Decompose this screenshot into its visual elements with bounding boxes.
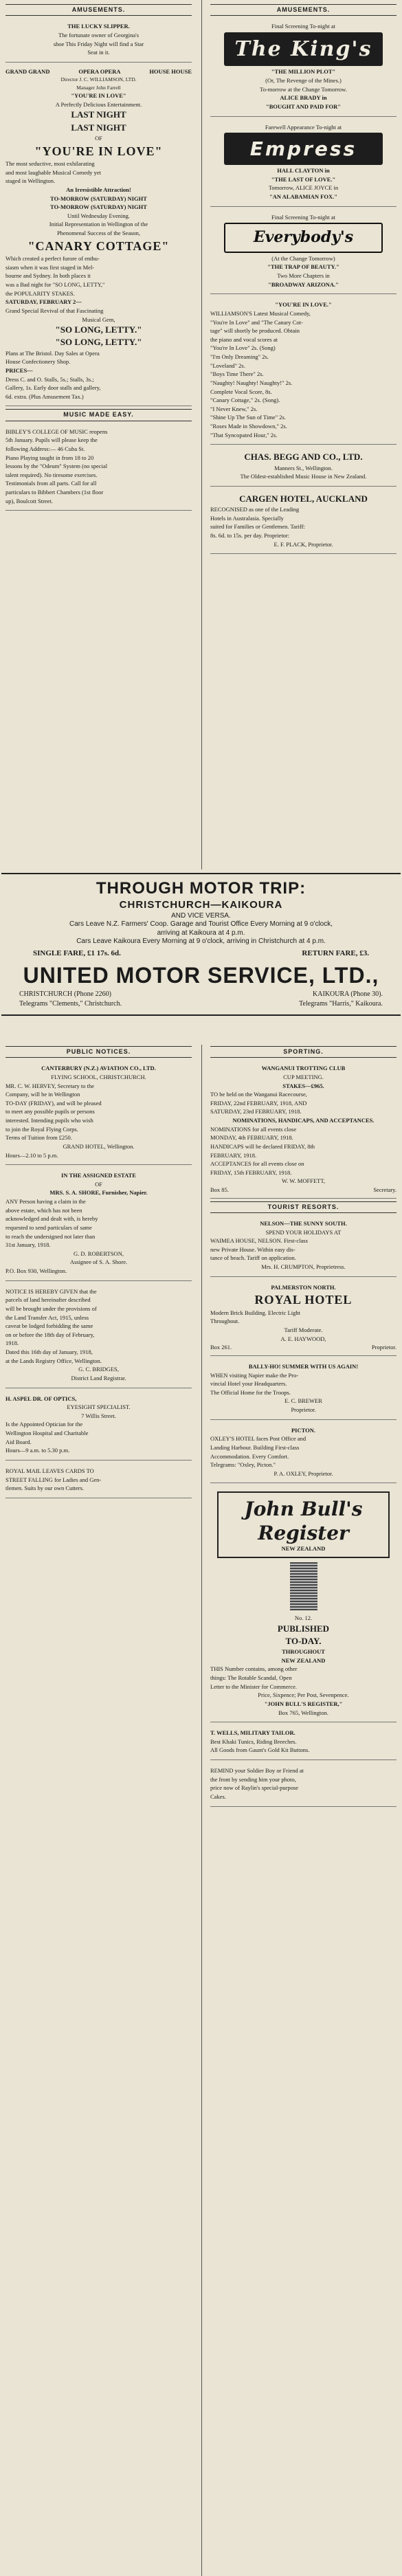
opera-manager: Manager John Farrell [76,84,121,91]
music-line: up), Boulcott Street. [5,497,53,504]
music-header: MUSIC MADE EASY. [5,409,192,421]
last-night-1: LAST NIGHT [71,109,126,120]
land-line: at the Lands Registry Office, Wellington. [5,1357,102,1364]
parcel-ad [210,1763,397,1807]
land-line: parcels of land hereinafter described [5,1296,91,1304]
opera-house-ad [5,65,192,407]
kings-final: Final Screening To-night at [271,23,335,30]
trotting-box: Box 85. [210,1186,229,1193]
estate-header: IN THE ASSIGNED ESTATE [61,1172,136,1179]
begg-address: Manners St., Wellington. [274,464,333,471]
amusements-header-right: AMUSEMENTS. [210,4,397,16]
register-nz-2: NEW ZEALAND [281,1656,326,1664]
register-line: THIS Number contains, among other [210,1665,298,1673]
youre-desc: A Perfectly Delicious Entertainment. [55,100,142,108]
register-line: things: The Rotable Scandal, Open [210,1674,292,1681]
opera-house-banner [5,68,192,76]
palmerston-line: Modern Brick Building. Electric Light [210,1309,301,1316]
lower-right-column [206,1045,401,1810]
optic-line: Aid Board. [5,1438,32,1445]
cargen-line: Hotels in Australasia. Specially [210,514,284,522]
bally-line: WHEN visiting Napier make the Pro- [210,1371,299,1379]
motor-leave-2: arriving at Kaikoura at 4 p.m. [157,929,245,937]
land-sig: G. C. BRIDGES, [78,1366,119,1373]
motor-fares [33,949,369,959]
kings-tomorrow: To-morrow at the Change Tomorrow. [260,85,347,93]
motor-company: UNITED MOTOR SERVICE, LTD., [23,962,379,988]
canary-body: Which created a perfect furore of enthu- [5,255,100,263]
saturday-revival-2: Musical Gem, [82,315,115,323]
trotting-footer [210,1186,397,1194]
aviation-line: to meet any possible pupils or persons [5,1108,95,1115]
amusements-header: AMUSEMENTS. [5,4,192,16]
youre-body: staged in Wellington. [5,177,56,185]
register-name: John Bull's Register [244,1498,363,1545]
music-line: BIBLEY'S COLLEGE OF MUSIC reopens [5,428,108,435]
prices-line: Gallery, 1s. Early door stalls and gallery, [5,384,101,392]
scores-line: WILLIAMSON'S Latest Musical Comedy, [210,309,311,317]
music-line: Piano Playing taught in from 18 to 20 [5,454,94,461]
bally-title: BALLY-HO! SUMMER WITH US AGAIN! [248,1362,359,1370]
aviation-line: Terms of Tuition from £250. [5,1134,72,1142]
trotting-title: WANGANUI TROTTING CLUB [261,1065,346,1072]
aviation-ad [5,1061,192,1165]
sporting-header: SPORTING. [210,1046,397,1058]
public-notices-header: PUBLIC NOTICES. [5,1046,192,1058]
kings-bill: "THE MILLION PLOT" [271,68,336,76]
bally-ho-ad [210,1359,397,1420]
land-notice [5,1284,192,1388]
royal-line: STREET FALLING for Ladies and Gen- [5,1476,102,1483]
empress-final: Farewell Appearance To-night at [265,123,342,131]
optic-line: Hours—9 a.m. to 5.30 p.m. [5,1447,70,1454]
youre-body: and most laughable Musical Comedy yet [5,168,102,176]
tailor-line: All Goods from Gaunt's Gold Kit Buttons. [210,1746,310,1754]
cargen-line: suited for Families or Gentlemen. Tariff: [210,523,305,531]
nelson-title: NELSON—THE SUNNY SOUTH. [260,1219,347,1227]
empress-theatre-ad [210,120,397,207]
canary-init: Initial Representation in Wellington of the [49,221,148,228]
everybody-final: Final Screening To-night at [271,213,335,221]
music-ad [5,424,192,511]
opera-opera: OPERA OPERA [78,67,121,75]
estate-line: 31st January, 1918. [5,1241,51,1249]
cargen-line: RECOGNISED as one of the Leading [210,506,300,513]
optic-addr: 7 Willis Street. [81,1412,116,1419]
trotting-cup: CUP MEETING. [283,1073,324,1080]
picton-ad [210,1423,397,1484]
parcel-line: price now of Raylin's special-purpose [210,1784,299,1792]
land-line: Dated this 16th day of January, 1918, [5,1348,93,1355]
royal-mail-ad [5,1463,192,1498]
everybody-tomorrow: Two More Chapters in [277,272,330,279]
land-sig-2: District Land Registrar. [71,1374,126,1381]
kings-sub: (Or, The Revenge of the Mines.) [265,77,342,84]
everybodys-theatre-ad [210,210,397,295]
estate-line: to reach the undersigned not later than [5,1232,96,1240]
register-masthead [217,1491,390,1558]
tailor-ad [210,1725,397,1760]
left-column [1,0,196,516]
opera-grand: GRAND GRAND [5,67,50,75]
trotting-line: SATURDAY, 23rd FEBRUARY, 1918. [210,1108,302,1115]
prices-line: 6d. extra. (Plus Amusement Tax.) [5,392,84,400]
canary-attraction: An Irresistible Attraction! [66,186,131,193]
palmerston-title: PALMERSTON NORTH. [271,1283,336,1291]
estate-name: MRS. S. A. SHORE, Furnisher, Napier. [49,1189,148,1197]
slipper-line: The fortunate owner of Georgina's [58,31,139,38]
optic-line: Is the Appointed Optician for the [5,1421,83,1428]
canary-body: siasm when it was first staged in Mel- [5,263,95,271]
motor-tel-kaikoura: Telegrams "Harris," Kaikoura. [299,1000,383,1008]
song-item: "Loveland" 2s. [210,362,245,369]
motor-chch: CHRISTCHURCH (Phone 2260) [19,990,111,998]
begg-name: CHAS. BEGG AND CO., LTD. [244,452,363,463]
palmerston-line: Throughout. [210,1318,240,1325]
everybody-film: "THE TRAP OF BEAUTY." [267,263,339,271]
music-line: Testimonials from all parts. Call for all [5,480,97,487]
trotting-line: MONDAY, 4th FEBRUARY, 1918. [210,1134,293,1142]
trotting-line: FEBRUARY, 1918. [210,1151,257,1159]
lower-left-column [1,1045,196,1501]
youre-body: The most seductive, most exhilarating [5,160,95,167]
single-fare: SINGLE FARE, £1 17s. 6d. [33,948,121,957]
motor-leave-1: Cars Leave N.Z. Farmers' Coop. Garage and Tourist Office Every Morning at 9 o'clock, [69,920,333,929]
register-no: No. 12. [294,1614,313,1621]
motor-tel-chch: Telegrams "Clements," Christchurch. [19,1000,122,1008]
plans-line: Plans at The Bristol. Day Sales at Opera [5,349,100,357]
picton-line: Telegrams: "Oxley, Picton." [210,1461,276,1469]
estate-sig-2: Assignee of S. A. Shore. [69,1258,128,1266]
estate-line: acknowledged and dealt with, is hereby [5,1215,98,1223]
estate-sig: G. D. ROBERTSON, [74,1250,124,1257]
bally-prop: Proprietor. [291,1406,316,1413]
scores-line: tage" will shortly be produced. Obtain [210,327,300,335]
register-price: Price, Sixpence; Per Post, Sevenpence. [258,1691,349,1699]
palmerston-prop: Proprietor. [371,1344,397,1351]
song-item: Complete Vocal Score, 8s. [210,388,272,395]
song-item: "Roses Made in Showdown," 2s. [210,423,287,430]
land-line: the Land Transfer Act, 1915, unless [5,1313,89,1321]
picton-line: OXLEY'S HOTEL faces Post Office and [210,1435,306,1443]
palmerston-tariff: Tariff Moderate. [284,1326,323,1333]
register-throughout: THROUGHOUT [282,1648,325,1656]
tailor-line: Best Khaki Tunics, Riding Breeches. [210,1737,297,1745]
canary-init-2: Phenomenal Success of the Season, [56,230,141,236]
song-item: "Naughty! Naughty! Naughty!" 2s. [210,379,293,386]
music-line: 5th January. Pupils will please keep the [5,436,98,444]
right-column [206,0,401,559]
palmerston-footer [210,1344,397,1351]
royal-line: ROYAL MAIL LEAVES CARDS TO [5,1467,94,1474]
cargen-prop: E. F. PLACK, Proprietor. [273,540,333,548]
plans-line: House Confectionery Shop. [5,358,71,366]
land-line: on or before the 18th day of February, [5,1331,95,1338]
aviation-line: TO-DAY (FRIDAY), and will be pleased [5,1099,102,1107]
canary-body: bourne and Sydney. In both places it [5,272,91,280]
land-line: 1918. [5,1340,19,1347]
trotting-sec: Secretary. [373,1186,397,1193]
music-line: lessons by the "Odeum" System (no special [5,463,108,470]
parcel-line: the front by sending him your photo, [210,1775,296,1783]
youre-of: OF [95,134,102,142]
trotting-noms-heading: NOMINATIONS, HANDICAPS, AND ACCEPTANCES. [232,1117,375,1124]
land-line: caveat be lodged forbidding the same [5,1322,93,1330]
picton-sig: P. A. OXLEY, Proprietor. [273,1469,333,1477]
aviation-title: CANTERBURY (N.Z.) AVIATION CO., LTD. [41,1065,156,1072]
bally-sig: E. C. BREWER [284,1397,322,1405]
optician-ad [5,1391,192,1461]
aviation-line: Company, will be in Wellington [5,1091,80,1098]
column-divider-lower [201,1045,202,2576]
register-box: Box 765, Wellington. [278,1709,328,1716]
kings-logo: The King's [224,32,383,67]
motor-leave-3: Cars Leave Kaikoura Every Morning at 9 o'clock, arriving in Christchurch at 4 p.m. [76,937,326,946]
trotting-line: HANDICAPS will be declared FRIDAY, 8th [210,1142,315,1150]
cargen-line: 8s. 6d. to 15s. per day. Proprietor: [210,531,290,539]
kings-theatre-ad [210,19,397,116]
palmerston-box: Box 261. [210,1344,232,1351]
opera-director: Director J. C. WILLIAMSON, LTD. [60,76,137,83]
palmerston-sig: A. E. HAYWOOD, [280,1335,326,1342]
royal-line: tlemen. Suits by our own Cutters. [5,1485,85,1492]
song-item: "Shine Up The Sun of Time" 2s. [210,414,286,421]
empress-film: "THE LAST OF LOVE." [271,175,336,183]
everybody-film-2: "BROADWAY ARIZONA." [268,280,339,288]
estate-line: requested to send particulars of same [5,1223,92,1231]
motor-phones [19,990,383,999]
motor-vice-versa: AND VICE VERSA. [171,911,231,920]
aviation-line: interested. Intending pupils who wish [5,1117,93,1124]
song-item: "That Syncopated Hour," 2s. [210,431,278,438]
empress-film-2: "AN ALABAMIAN FOX." [269,193,337,200]
aviation-hotel: GRAND HOTEL, Wellington. [63,1142,135,1150]
music-line: particulars to Bibbert Chambers (1st floor [5,489,104,496]
last-night-2: LAST NIGHT [71,122,126,133]
tourist-header: TOURIST RESORTS. [210,1201,397,1213]
song-item: "I Never Knew," 2s. [210,405,258,412]
empress-logo: Empress [224,133,383,165]
optic-sub: EYESIGHT SPECIALIST. [67,1403,131,1411]
music-line: talent required). No tiresome exercises. [5,471,98,478]
cargen-title: CARGEN HOTEL, AUCKLAND [239,493,368,504]
empress-tomorrow: Tomorrow, ALICE JOYCE in [268,184,339,192]
nelson-line: tance of beach. Tariff on application. [210,1254,296,1262]
estate-of: OF [95,1180,102,1188]
nelson-sub: SPEND YOUR HOLIDAYS AT [265,1228,342,1236]
canary-body: the POPULARITY STAKES. [5,289,75,297]
column-divider [201,0,202,869]
picton-line: Accommodation. Every Comfort. [210,1452,289,1460]
register-pub-name: "JOHN BULL'S REGISTER," [264,1700,343,1707]
music-scores-ad [210,297,397,445]
parcel-line: REMIND your Soldier Boy or Friend at [210,1767,304,1774]
royal-hotel-title: ROYAL HOTEL [254,1293,353,1307]
motor-title: THROUGH MOTOR TRIP: [96,879,306,898]
prices-heading: PRICES— [5,366,33,374]
nelson-ad [210,1216,397,1277]
song-item: "I'm Only Dreaming" 2s. [210,353,269,360]
kings-star: ALICE BRADY in [280,94,327,102]
cargen-hotel-ad [210,489,397,554]
youre-in-love-title: "YOU'RE IN LOVE" [34,144,163,158]
estate-line: above estate, which has not been [5,1206,82,1214]
song-item: "Canary Cottage," 2s. (Song). [210,397,280,404]
optic-name: H. ASPEL DR. OF OPTICS, [5,1395,77,1402]
aviation-line: to join the Royal Flying Corps. [5,1125,78,1133]
slipper-line: shoe This Friday Night will find a Star [53,40,144,47]
kings-film: "BOUGHT AND PAID FOR" [265,102,341,110]
motor-telegrams [19,1000,383,1009]
everybodys-logo: Everybody's [224,223,383,253]
bally-line: vincial Hotel your Headquarters. [210,1380,287,1388]
slipper-title: THE LUCKY SLIPPER. [67,23,130,30]
john-bull-register-ad [210,1486,397,1722]
trotting-line: ACCEPTANCES for all events close on [210,1160,304,1168]
slipper-line: Seat in it. [87,49,110,56]
motor-trip-ad [1,873,401,1016]
nelson-line: new Private House. Within easy dis- [210,1245,295,1253]
trotting-club-ad [210,1061,397,1198]
scores-title: "YOU'RE IN LOVE." [275,301,332,309]
motor-kaikoura: KAIKOURA (Phone 30). [313,990,383,998]
so-long-letty-1: "SO LONG, LETTY." [55,324,142,335]
palmerston-ad [210,1280,397,1356]
trotting-line: FRIDAY, 15th FEBRUARY, 1918. [210,1168,292,1176]
canary-body: was a Bad night for "SO LONG, LETTY," [5,281,105,288]
saturday-date: SATURDAY, FEBRUARY 2— [5,298,82,306]
picton-line: Landing Harbour. Building First-class [210,1443,300,1451]
estate-box: P.O. Box 930, Wellington. [5,1267,67,1274]
canary-tomorrow-2: TO-MORROW (SATURDAY) NIGHT [50,203,147,211]
trotting-stakes: STAKES—£965. [282,1082,324,1089]
john-bull-figure-icon [290,1562,317,1610]
tailor-line: T. WELLS, MILITARY TAILOR. [210,1729,295,1737]
estate-notice [5,1168,192,1281]
music-line: following Address:— 46 Cuba St. [5,445,85,452]
register-published: PUBLISHED [277,1623,330,1634]
aviation-sub: FLYING SCHOOL, CHRISTCHURCH. [51,1073,146,1080]
register-today: TO-DAY. [285,1635,322,1646]
scores-line: the piano and vocal scores at [210,335,278,343]
trotting-line: NOMINATIONS for all events close [210,1125,297,1133]
aviation-line: MR. C. W. HERVEY, Secretary to the [5,1082,95,1089]
lucky-slipper-ad [5,19,192,63]
nelson-sig: Mrs. H. CRUMPTON, Proprietress. [261,1263,346,1270]
so-long-letty-2: "SO LONG, LETTY." [55,337,142,348]
picton-title: PICTON. [291,1426,316,1434]
prices-line: Dress C. and O. Stalls, 5s.; Stalls, 3s.; [5,375,94,383]
empress-star: HALL CLAYTON in [277,167,330,175]
song-item: "You're In Love" 2s. (Song) [210,344,276,352]
everybody-star: (At the Change Tomorrow) [271,254,335,262]
canary-cottage-title: "CANARY COTTAGE" [27,238,170,253]
saturday-revival: Grand Special Revival of that Fascinating [5,307,104,314]
optic-line: Wellington Hospital and Charitable [5,1430,89,1436]
bally-line: The Official Home for the Troops. [210,1388,291,1396]
land-line: NOTICE IS HEREBY GIVEN that the [5,1287,97,1295]
motor-route: CHRISTCHURCH—KAIKOURA [119,899,283,911]
begg-ad [210,447,397,487]
parcel-line: Cakes. [210,1792,226,1800]
trotting-line: FRIDAY, 22nd FEBRUARY, 1918, AND [210,1099,307,1107]
youre-in-love-quote: "YOU'RE IN LOVE" [71,92,126,100]
opera-house: HOUSE HOUSE [149,67,192,75]
aviation-hours: Hours—2.10 to 5 p.m. [5,1151,58,1159]
register-nz: NEW ZEALAND [281,1545,326,1553]
begg-desc: The Oldest-established Music House in New Zealand. [240,473,367,480]
scores-line: "You're In Love" and "The Canary Cot- [210,318,303,326]
song-item: "Boys Time There" 2s. [210,370,264,378]
nelson-line: WAIMEA HOUSE, NELSON. First-class [210,1237,308,1245]
trotting-sig: W. W. MOFFETT, [281,1177,326,1185]
return-fare: RETURN FARE, £3. [302,948,369,957]
canary-until: Until Wednesday Evening. [67,212,130,219]
land-line: will be brought under the provisions of [5,1304,97,1312]
canary-tomorrow: TO-MORROW (SATURDAY) NIGHT [50,195,147,202]
trotting-line: TO be held on the Wanganui Racecourse, [210,1091,307,1098]
register-line: Letter to the Minister for Commerce. [210,1683,298,1690]
estate-line: ANY Person having a claim in the [5,1198,86,1205]
